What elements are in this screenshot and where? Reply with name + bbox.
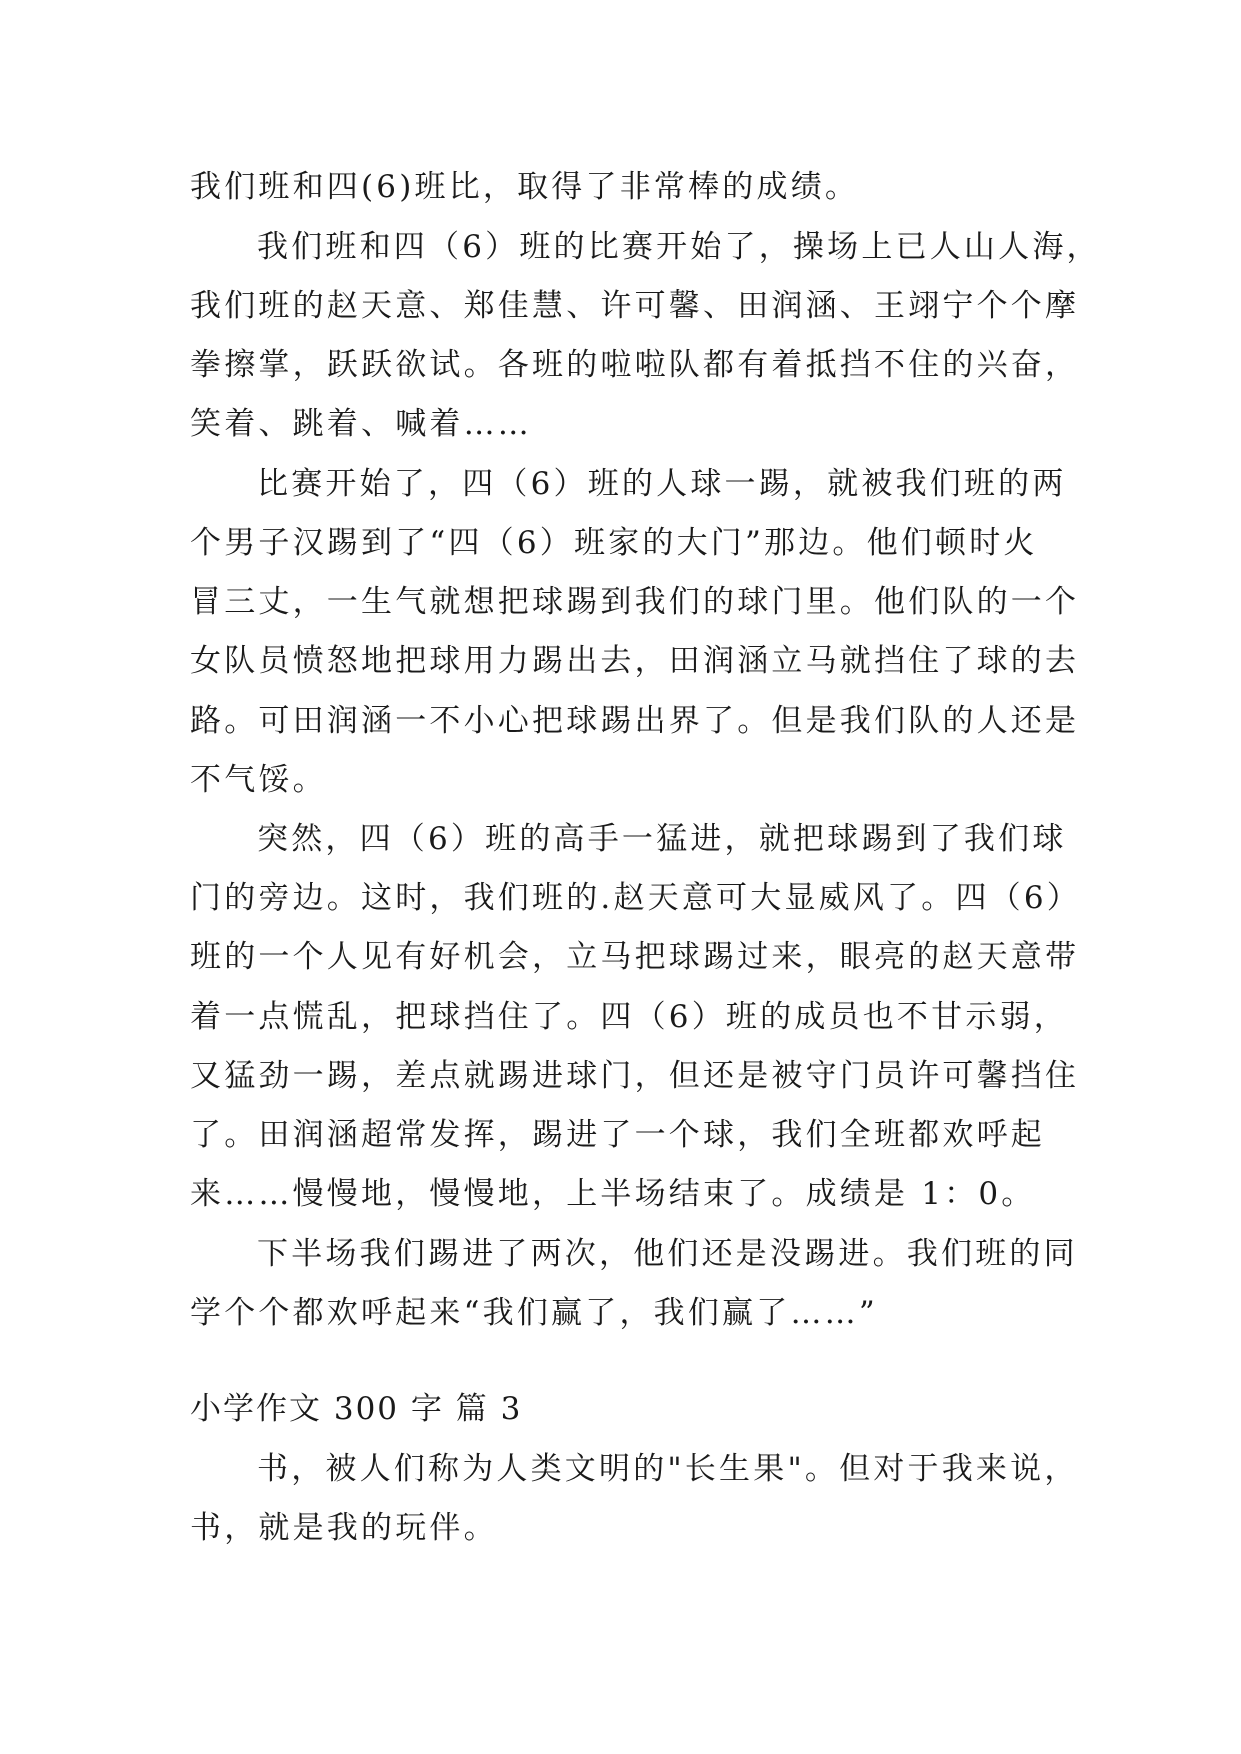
text-line: 学个个都欢呼起来“我们赢了，我们赢了……”	[190, 1295, 878, 1331]
paragraph-first-line: 下半场我们踢进了两次，他们还是没踢进。我们班的同	[257, 1236, 1078, 1272]
paragraph-first-line: 比赛开始了，四（6）班的人球一踢，就被我们班的两	[257, 466, 1067, 502]
text-line: 又猛劲一踢，差点就踢进球门，但还是被守门员许可馨挡住	[190, 1058, 1080, 1094]
text-line: 班的一个人见有好机会，立马把球踢过来，眼亮的赵天意带	[190, 939, 1080, 975]
text-line: 路。可田润涵一不小心把球踢出界了。但是我们队的人还是	[190, 703, 1080, 739]
text-line: 我们班和四(6)班比，取得了非常棒的成绩。	[190, 169, 860, 205]
text-line: 来……慢慢地，慢慢地，上半场结束了。成绩是 1：0。	[190, 1176, 1036, 1212]
text-line: 个男子汉踢到了“四（6）班家的大门”那边。他们顿时火	[190, 525, 1038, 561]
text-line: 门的旁边。这时，我们班的.赵天意可大显威风了。四（6）	[190, 880, 1081, 916]
text-line: 笑着、跳着、喊着……	[190, 406, 532, 442]
paragraph-first-line: 我们班和四（6）班的比赛开始了，操场上已人山人海，	[257, 229, 1101, 265]
section-heading: 小学作文 300 字 篇 3	[190, 1391, 523, 1427]
text-line: 我们班的赵天意、郑佳慧、许可馨、田润涵、王翊宁个个摩	[190, 288, 1080, 324]
paragraph-first-line: 突然，四（6）班的高手一猛进，就把球踢到了我们球	[257, 821, 1067, 857]
text-line: 冒三丈，一生气就想把球踢到我们的球门里。他们队的一个	[190, 584, 1080, 620]
text-line: 书，就是我的玩伴。	[190, 1510, 498, 1546]
paragraph-first-line: 书，被人们称为人类文明的"长生果"。但对于我来说，	[257, 1451, 1079, 1487]
text-line: 了。田润涵超常发挥，踢进了一个球，我们全班都欢呼起	[190, 1117, 1045, 1153]
text-line: 拳擦掌，跃跃欲试。各班的啦啦队都有着抵挡不住的兴奋，	[190, 347, 1080, 383]
text-line: 不气馁。	[190, 762, 327, 798]
text-line: 女队员愤怒地把球用力踢出去，田润涵立马就挡住了球的去	[190, 643, 1080, 679]
text-line: 着一点慌乱，把球挡住了。四（6）班的成员也不甘示弱，	[190, 999, 1068, 1035]
